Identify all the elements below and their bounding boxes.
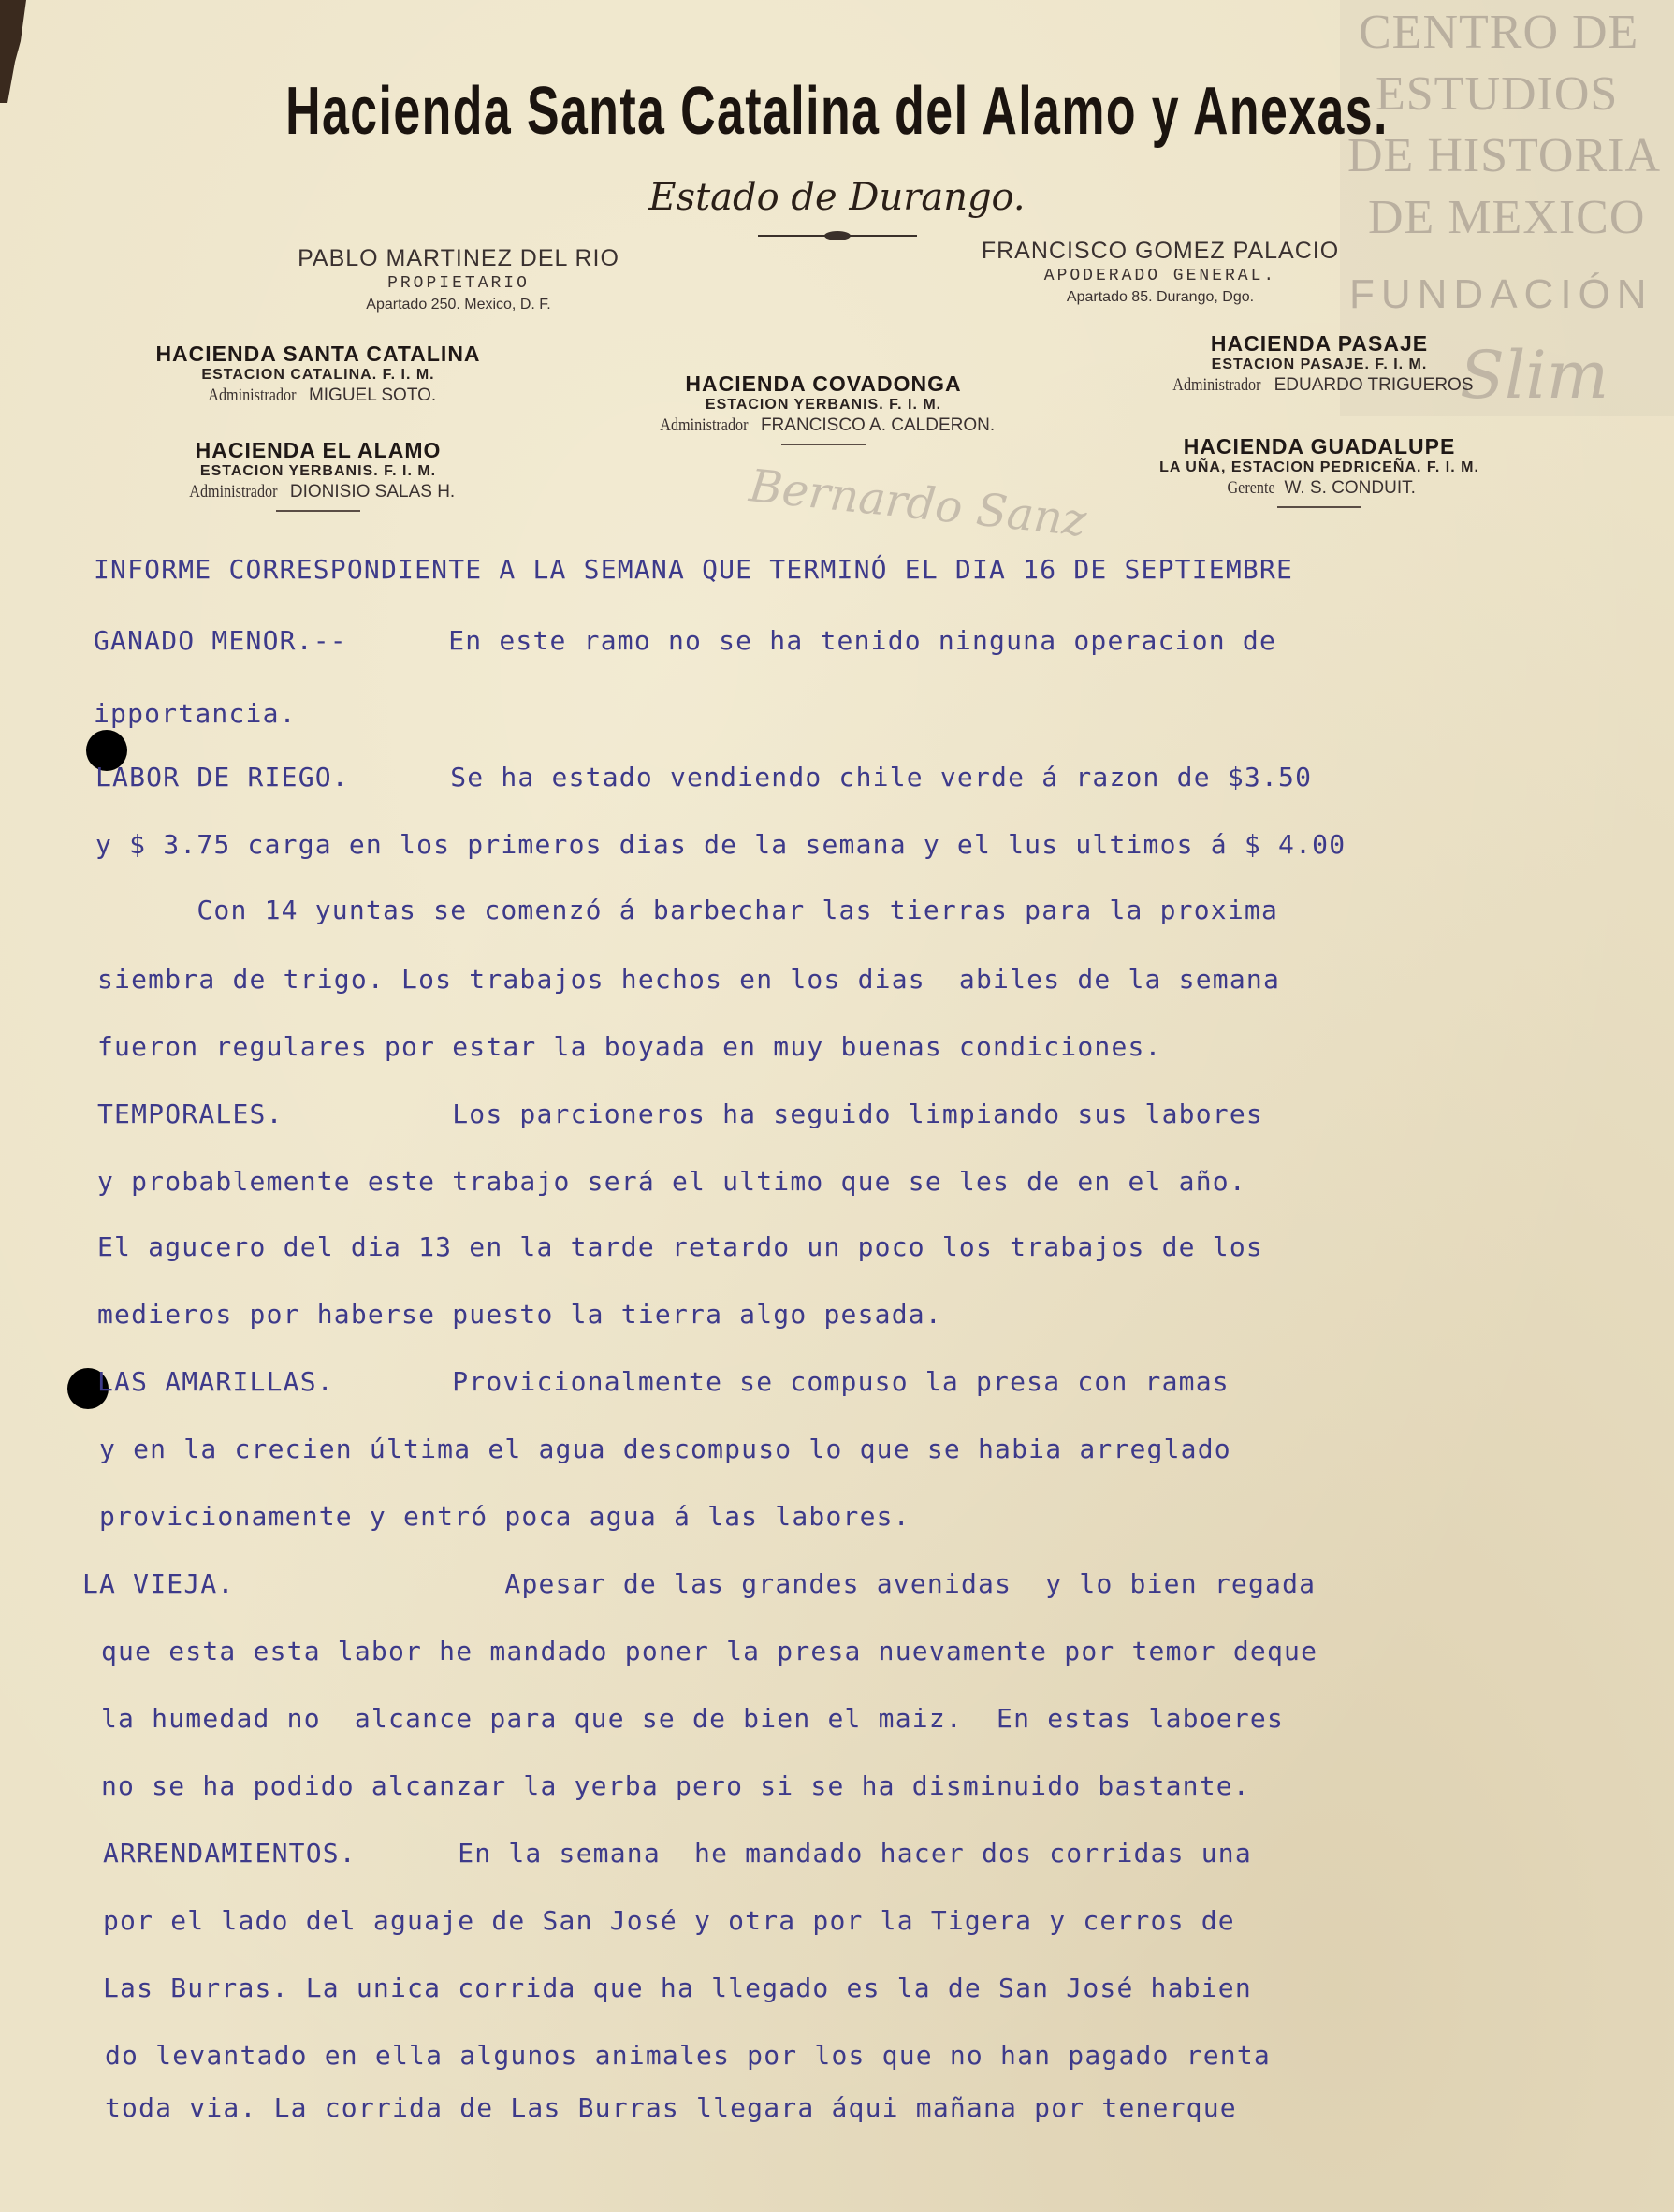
hacienda-el-alamo bbox=[112, 438, 524, 512]
report-line: do levantado en ella algunos animales por los que no han pagado renta bbox=[105, 2040, 1271, 2071]
agent-block bbox=[964, 238, 1357, 306]
separator bbox=[276, 510, 360, 512]
agent-name: FRANCISCO GOMEZ PALACIO bbox=[981, 238, 1340, 264]
watermark-line: ESTUDIOS bbox=[1376, 67, 1619, 121]
report-line: Con 14 yuntas se comenzó á barbechar las tierras para la proxima bbox=[95, 895, 1279, 925]
hacienda-admin: Administrador EDUARDO TRIGUEROS bbox=[1172, 375, 1474, 395]
separator bbox=[1277, 506, 1361, 508]
report-line: medieros por haberse puesto la tierra algo pesada. bbox=[97, 1299, 942, 1330]
report-line: El agucero del dia 13 en la tarde retardo un poco los trabajos de los bbox=[97, 1231, 1263, 1262]
hacienda-station: LA UÑA, ESTACION PEDRICEÑA. F. I. M. bbox=[1159, 459, 1479, 475]
report-line: no se ha podido alcanzar la yerba pero si se ha disminuido bastante. bbox=[101, 1770, 1250, 1801]
report-line: Las Burras. La unica corrida que ha llegado es la de San José habien bbox=[103, 1972, 1252, 2003]
report-line: siembra de trigo. Los trabajos hechos en los dias abiles de la semana bbox=[97, 964, 1281, 995]
report-line: por el lado del aguaje de San José y otra por la Tigera y cerros de bbox=[103, 1905, 1235, 1936]
watermark-line: CENTRO DE bbox=[1359, 6, 1639, 59]
report-line: fueron regulares por estar la boyada en muy buenas condiciones. bbox=[97, 1031, 1162, 1062]
watermark-foundation: FUNDACIÓN bbox=[1349, 271, 1653, 317]
owner-name: PABLO MARTINEZ DEL RIO bbox=[298, 245, 619, 271]
report-line: LA VIEJA. Apesar de las grandes avenidas y lo bien regada bbox=[82, 1568, 1317, 1599]
hacienda-name: HACIENDA EL ALAMO bbox=[195, 438, 442, 462]
report-line: LABOR DE RIEGO. Se ha estado vendiendo chile verde á razon de $3.50 bbox=[95, 762, 1313, 793]
hacienda-guadalupe bbox=[1095, 434, 1544, 508]
hacienda-name: HACIENDA PASAJE bbox=[1210, 331, 1429, 356]
faint-signature: Bernardo Sanz bbox=[747, 459, 1089, 547]
report-line: LAS AMARILLAS. Provicionalmente se compuso la presa con ramas bbox=[97, 1366, 1230, 1397]
owner-block bbox=[281, 245, 636, 313]
hacienda-admin: Administrador FRANCISCO A. CALDERON. bbox=[660, 415, 996, 435]
hacienda-covadonga bbox=[599, 371, 1048, 445]
hacienda-station: ESTACION YERBANIS. F. I. M. bbox=[199, 463, 437, 479]
hacienda-name: HACIENDA COVADONGA bbox=[685, 371, 962, 396]
hacienda-station: ESTACION PASAJE. F. I. M. bbox=[1211, 357, 1428, 372]
report-line: GANADO MENOR.-- En este ramo no se ha tenido ninguna operacion de bbox=[94, 625, 1277, 656]
torn-corner bbox=[0, 0, 37, 103]
hacienda-station: ESTACION YERBANIS. F. I. M. bbox=[705, 397, 942, 413]
hacienda-pasaje bbox=[1104, 331, 1535, 396]
report-line: INFORME CORRESPONDIENTE A LA SEMANA QUE TERMINÓ EL DIA 16 DE SEPTIEMBRE bbox=[94, 554, 1294, 585]
separator bbox=[781, 444, 866, 445]
letterhead-subtitle: Estado de Durango. bbox=[648, 176, 1026, 219]
report-line: y probablemente este trabajo será el ultimo que se les de en el año. bbox=[97, 1166, 1246, 1197]
report-line: la humedad no alcance para que se de bien el maiz. En estas laboeres bbox=[101, 1703, 1285, 1734]
signature-watermark: Slim bbox=[1460, 337, 1609, 414]
ornament-divider bbox=[758, 230, 917, 241]
watermark-line: DE MEXICO bbox=[1368, 191, 1646, 244]
report-line: que esta esta labor he mandado poner la presa nuevamente por temor deque bbox=[101, 1636, 1318, 1666]
report-line: ipportancia. bbox=[94, 698, 297, 729]
owner-address: Apartado 250. Mexico, D. F. bbox=[366, 297, 551, 313]
report-line: y en la crecien última el agua descompuso lo que se habia arreglado bbox=[99, 1433, 1231, 1464]
agent-address: Apartado 85. Durango, Dgo. bbox=[1066, 289, 1255, 305]
hacienda-name: HACIENDA GUADALUPE bbox=[1183, 434, 1456, 458]
hacienda-name: HACIENDA SANTA CATALINA bbox=[155, 342, 481, 366]
letterhead-title: Hacienda Santa Catalina del Alamo y Anexas. bbox=[285, 74, 1389, 149]
report-line: y $ 3.75 carga en los primeros dias de la semana y el lus ultimos á $ 4.00 bbox=[95, 829, 1346, 860]
hacienda-admin: Gerente W. S. CONDUIT. bbox=[1227, 478, 1416, 498]
hacienda-admin: Administrador DIONISIO SALAS H. bbox=[189, 482, 456, 502]
agent-role: APODERADO GENERAL. bbox=[1043, 267, 1277, 285]
report-line: ARRENDAMIENTOS. En la semana he mandado hacer dos corridas una bbox=[103, 1838, 1252, 1869]
watermark-line: DE HISTORIA bbox=[1347, 129, 1662, 182]
hacienda-santa-catalina bbox=[112, 342, 524, 406]
report-line: TEMPORALES. Los parcioneros ha seguido limpiando sus labores bbox=[97, 1099, 1263, 1129]
hacienda-station: ESTACION CATALINA. F. I. M. bbox=[201, 367, 435, 383]
report-line: provicionamente y entró poca agua á las labores. bbox=[99, 1501, 910, 1532]
hacienda-admin: Administrador MIGUEL SOTO. bbox=[208, 386, 437, 405]
report-line: toda via. La corrida de Las Burras llegara áqui mañana por tenerque bbox=[105, 2092, 1237, 2123]
owner-role: PROPIETARIO bbox=[387, 274, 530, 293]
